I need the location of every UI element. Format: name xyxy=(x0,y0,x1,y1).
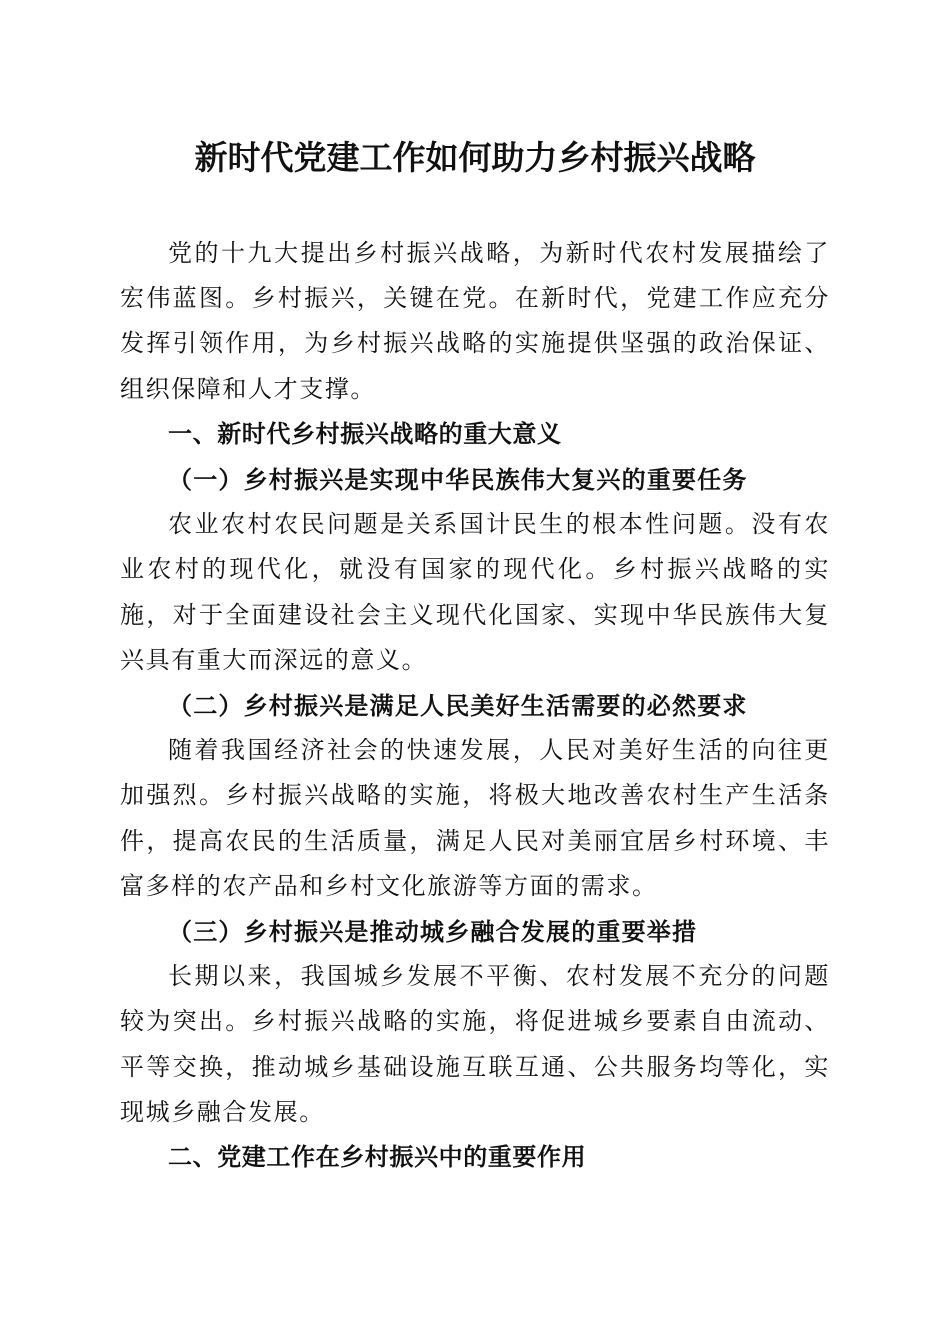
document-title: 新时代党建工作如何助力乡村振兴战略 xyxy=(194,138,756,177)
subsection-3-heading: （三）乡村振兴是推动城乡融合发展的重要举措 xyxy=(168,917,698,947)
subsection-2-paragraph: 随着我国经济社会的快速发展，人民对美好生活的向往更加强烈。乡村振兴战略的实施，将极大地改善农村生产生活条件，提高农民的生活质量，满足人民对美丽宜居乡村环境、丰富多样的农产品和乡村文化旅游等方面的需求。 xyxy=(120,736,830,900)
subsection-3-paragraph: 长期以来，我国城乡发展不平衡、农村发展不充分的问题较为突出。乡村振兴战略的实施，将促进城乡要素自由流动、平等交换，推动城乡基础设施互联互通、公共服务均等化，实现城乡融合发展。 xyxy=(120,962,830,1126)
section-1-heading: 一、新时代乡村振兴战略的重大意义 xyxy=(168,419,562,448)
section-2-heading: 二、党建工作在乡村振兴中的重要作用 xyxy=(168,1143,587,1172)
subsection-1-paragraph: 农业农村农民问题是关系国计民生的根本性问题。没有农业农村的现代化，就没有国家的现代化。乡村振兴战略的实施，对于全面建设社会主义现代化国家、实现中华民族伟大复兴具有重大而深远的意义。 xyxy=(120,510,830,674)
subsection-2-heading: （二）乡村振兴是满足人民美好生活需要的必然要求 xyxy=(168,691,748,721)
document-body xyxy=(120,231,830,1180)
intro-paragraph: 党的十九大提出乡村振兴战略，为新时代农村发展描绘了宏伟蓝图。乡村振兴，关键在党。在新时代，党建工作应充分发挥引领作用，为乡村振兴战略的实施提供坚强的政治保证、组织保障和人才支撑。 xyxy=(120,239,830,403)
subsection-1-heading: （一）乡村振兴是实现中华民族伟大复兴的重要任务 xyxy=(168,465,748,495)
